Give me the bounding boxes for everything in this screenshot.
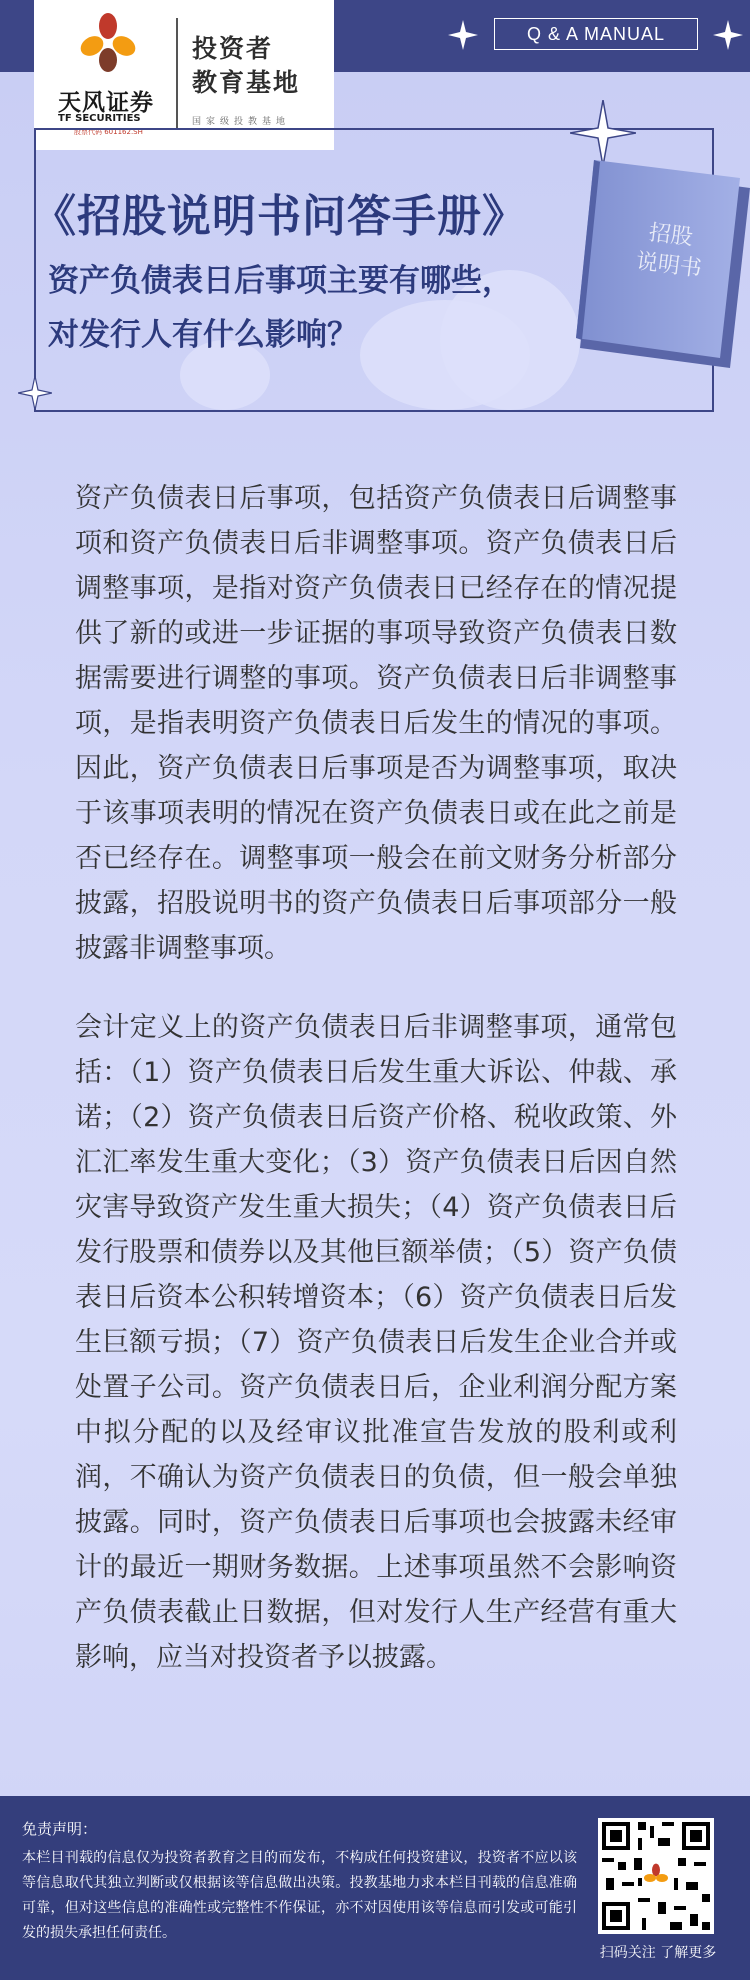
subtitle-line1: 资产负债表日后事项主要有哪些， [48,263,513,299]
qr-code-icon[interactable] [598,1818,714,1934]
article-body [75,476,677,1714]
page-title: 《招股说明书问答手册》 [32,191,527,242]
sparkle-icon [448,20,478,50]
base-subtitle: 国家级投教基地 [192,117,291,127]
brand-name-en: TF SECURITIES [58,113,141,124]
sparkle-icon [18,376,52,410]
logo-divider [176,18,178,130]
qr-caption: 扫码关注 了解更多 [599,1945,717,1961]
brand-flower-icon [78,12,138,74]
book-text-line1: 招股 [647,220,695,251]
qa-manual-badge: Q & A MANUAL [494,18,698,50]
brand-stock-code: 股票代码 601162.SH [74,128,143,136]
paragraph: 资产负债表日后事项，包括资产负债表日后调整事项和资产负债表日后非调整事项。资产负债表日后调整事项，是指对资产负债表日已经存在的情况提供了新的或进一步证据的事项导致资产负债表日数据需要进行调整的事项。资产负债表日后非调整事项，是指表明资产负债表日后发生的情况的事项。因此，资产负债表日后事项是否为调整事项，取决于该事项表明的情况在资产负债表日或在此之前是否已经存在。调整事项一般会在前文财务分析部分披露，招股说明书的资产负债表日后事项部分一般披露非调整事项。 [75,483,677,964]
footer [0,1796,750,1980]
brand-name-cn: 天风证券 [58,90,154,116]
base-title-line2: 教育基地 [192,68,301,97]
sparkle-icon [570,100,636,166]
page-subtitle [48,254,513,362]
disclaimer-text: 本栏目刊载的信息仅为投资者教育之目的而发布，不构成任何投资建议，投资者不应以该等信息取代其独立判断或仅根据该等信息做出决策。投教基地力求本栏目刊载的信息准确可靠，但对这些信息的准确性或完整性不作保证，亦不对因使用该等信息而引发或可能引发的损失承担任何责任。 [22,1850,577,1941]
book-text-line2: 说明书 [634,249,704,282]
sparkle-icon [713,20,743,50]
base-title [192,32,300,100]
paragraph: 会计定义上的资产负债表日后非调整事项，通常包括：（1）资产负债表日后发生重大诉讼、仲裁、承诺；（2）资产负债表日后资产价格、税收政策、外汇汇率发生重大变化；（3）资产负债表日后因自然灾害导致资产发生重大损失；（4）资产负债表日后发行股票和债券以及其他巨额举债；（5）资产负债表日后资本公积转增资本；（6）资产负债表日后发生巨额亏损；（7）资产负债表日后发生企业合并或处置子公司。资产负债表日后，企业利润分配方案中拟分配的以及经审议批准宣告发放的股利或利润，不确认为资产负债表日的负债，但一般会单独披露。同时，资产负债表日后事项也会披露未经审计的最近一期财务数据。上述事项虽然不会影响资产负债表截止日数据，但对发行人生产经营有重大影响，应当对投资者予以披露。 [75,1012,677,1673]
base-title-line1: 投资者 [192,34,274,63]
prospectus-book-icon [570,158,750,378]
subtitle-line2: 对发行人有什么影响？ [48,317,358,353]
disclaimer-title: 免责声明： [22,1820,98,1838]
